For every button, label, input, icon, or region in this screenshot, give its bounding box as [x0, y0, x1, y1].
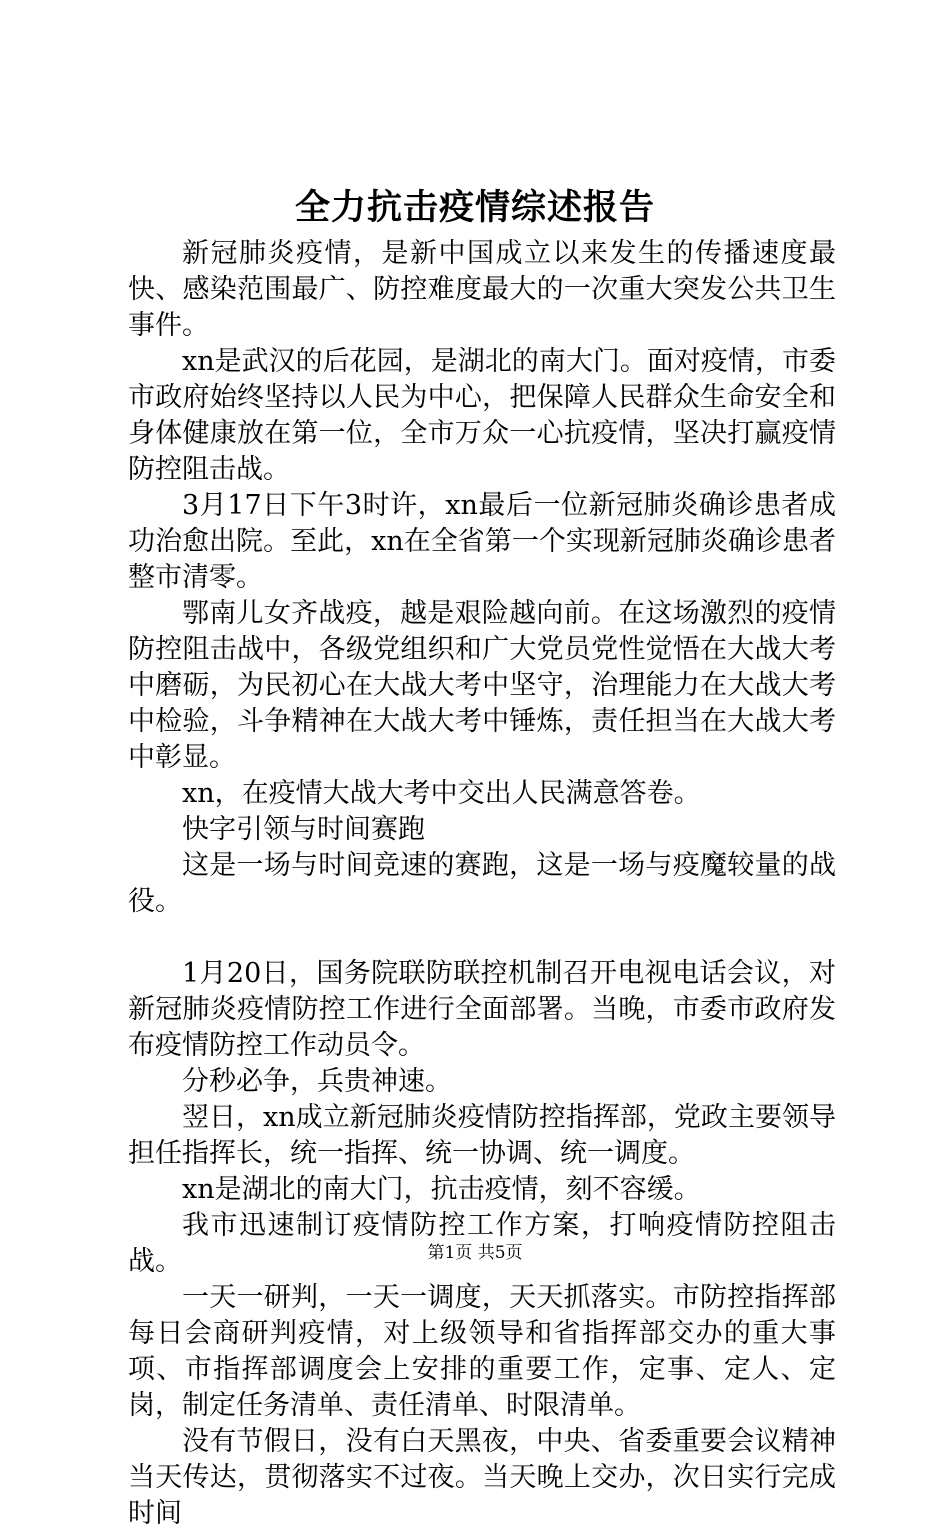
paragraph: 没有节假日，没有白天黑夜，中央、省委重要会议精神当天传达，贯彻落实不过夜。当天晚上交办，次日实行完成时间 — [128, 1426, 836, 1529]
paragraph: 3月17日下午3时许，xn最后一位新冠肺炎确诊患者成功治愈出院。至此，xn在全省第一个实现新冠肺炎确诊患者整市清零。 — [128, 490, 836, 593]
paragraph: xn，在疫情大战大考中交出人民满意答卷。 — [182, 778, 701, 809]
paragraph: 分秒必争，兵贵神速。 — [182, 1066, 452, 1097]
section-heading: 快字引领与时间赛跑 — [182, 814, 425, 845]
paragraph: 新冠肺炎疫情，是新中国成立以来发生的传播速度最快、感染范围最广、防控难度最大的一次重大突发公共卫生事件。 — [128, 238, 836, 341]
document-title: 全力抗击疫情综述报告 — [294, 187, 655, 228]
paragraph: 这是一场与时间竞速的赛跑，这是一场与疫魔较量的战役。 — [128, 850, 836, 917]
paragraph: xn是湖北的南大门，抗击疫情，刻不容缓。 — [182, 1174, 701, 1205]
document-body — [128, 236, 836, 1532]
paragraph: 翌日，xn成立新冠肺炎疫情防控指挥部，党政主要领导担任指挥长，统一指挥、统一协调、统一调度。 — [128, 1102, 836, 1169]
paragraph: xn是武汉的后花园，是湖北的南大门。面对疫情，市委市政府始终坚持以人民为中心，把保障人民群众生命安全和身体健康放在第一位，全市万众一心抗疫情，坚决打赢疫情防控阻击战。 — [128, 346, 836, 485]
paragraph: 1月20日，国务院联防联控机制召开电视电话会议，对新冠肺炎疫情防控工作进行全面部署。当晚，市委市政府发布疫情防控工作动员令。 — [128, 958, 836, 1061]
paragraph: 我市迅速制订疫情防控工作方案，打响疫情防控阻击战。 — [128, 1210, 836, 1277]
paragraph: 鄂南儿女齐战疫，越是艰险越向前。在这场激烈的疫情防控阻击战中，各级党组织和广大党员党性觉悟在大战大考中磨砺，为民初心在大战大考中坚守，治理能力在大战大考中检验，斗争精神在大战大考中锤炼，责任担当在大战大考中彰显。 — [128, 598, 836, 773]
paragraph: 一天一研判，一天一调度，天天抓落实。市防控指挥部每日会商研判疫情，对上级领导和省指挥部交办的重大事项、市指挥部调度会上安排的重要工作，定事、定人、定岗，制定任务清单、责任清单、时限清单。 — [128, 1282, 836, 1421]
page-number-footer: 第1页 共5页 — [427, 1243, 523, 1263]
